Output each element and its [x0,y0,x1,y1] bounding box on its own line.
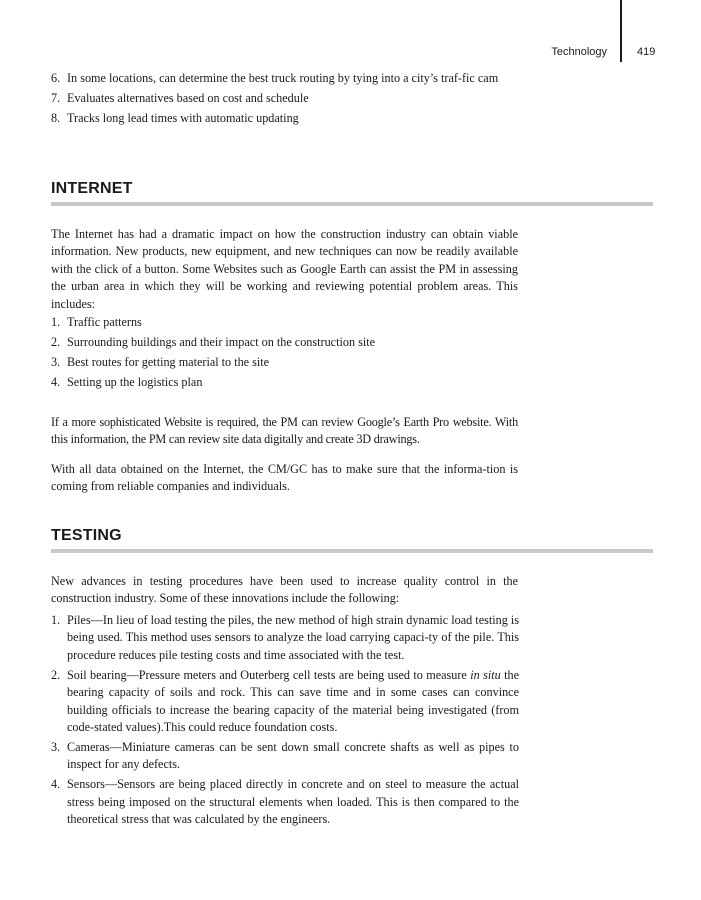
internet-list [51,314,519,394]
section-rule [51,549,653,553]
list-item [51,334,519,351]
list-text: Piles—In lieu of load testing the piles, the new method of high strain dynamic load testing is being used. This method uses sensors to analyze the load carrying capaci-ty of the pile. This procedure reduces pile testing costs and time associated with the test. [67,613,519,662]
section-heading-internet: INTERNET [51,180,133,197]
list-item [51,70,519,87]
list-number: 1. [51,613,61,627]
list-text: Cameras—Miniature cameras can be sent down small concrete shafts as well as pipes to inspect for any defects. [67,740,519,772]
list-text: Evaluates alternatives based on cost and schedule [67,91,309,105]
running-header-section: Technology [551,46,607,58]
section-rule [51,202,653,206]
list-item [51,354,519,371]
italic-term: in situ [470,667,501,682]
list-text [67,667,519,737]
list-item [51,374,519,391]
list-number: 4. [51,375,61,389]
list-text: Best routes for getting material to the site [67,355,270,369]
list-item [51,776,519,828]
internet-intro-paragraph: The Internet has had a dramatic impact on how the construction industry can obtain viable information. New products, new equipment, and new techniques can now be readily available with the click of a button. Some Websites such as Google Earth can assist the PM in assessing the urban area in which they will be working and reviewing potential problem areas. This includes: [51,227,518,311]
list-item [51,667,519,737]
list-item [51,612,519,664]
list-number: 3. [51,355,61,369]
list-text-part: Soil bearing—Pressure meters and Outerberg cell tests are being used to measure [67,667,471,682]
list-number: 6. [51,71,61,85]
list-text: Surrounding buildings and their impact on the construction site [67,335,376,349]
list-item [51,90,519,107]
internet-paragraph-2: If a more sophisticated Website is required, the PM can review Google’s Earth Pro website. With this information, the PM can review site data digitally and create 3D drawings. [51,415,518,447]
page-number: 419 [637,46,656,58]
list-item [51,739,519,774]
list-text: In some locations, can determine the best truck routing by tying into a city’s traf-fic cam [67,71,499,85]
list-number: 2. [51,667,61,682]
list-number: 8. [51,111,61,125]
top-list [51,70,519,130]
internet-paragraph-3: With all data obtained on the Internet, the CM/GC has to make sure that the informa-tion is coming from reliable companies and individuals. [51,462,518,494]
list-text: Tracks long lead times with automatic updating [67,111,299,125]
list-text: Sensors—Sensors are being placed directly in concrete and on steel to measure the actual stress being imposed on the structural elements when loaded. This is then compared to the theoretical stress that was calculated by the engineers. [67,777,519,827]
list-number: 3. [51,740,61,755]
header-divider [620,0,622,62]
section-heading-testing: TESTING [51,527,122,544]
list-item [51,110,519,127]
testing-intro-paragraph: New advances in testing procedures have been used to increase quality control in the construction industry. Some of these innovations include the following: [51,574,518,606]
list-number: 1. [51,315,61,329]
list-text-part: the bearing capacity of soils and rock. This can save time and in some cases can convince building officials to increase the bearing capacity of the material being investigated (from code-stated values).This could reduce foundation costs. [67,667,519,735]
list-text: Setting up the logistics plan [67,375,203,389]
list-text: Traffic patterns [67,315,142,329]
list-number: 4. [51,777,61,792]
list-item [51,314,519,331]
testing-list [51,612,519,831]
list-number: 2. [51,335,61,349]
list-number: 7. [51,91,61,105]
